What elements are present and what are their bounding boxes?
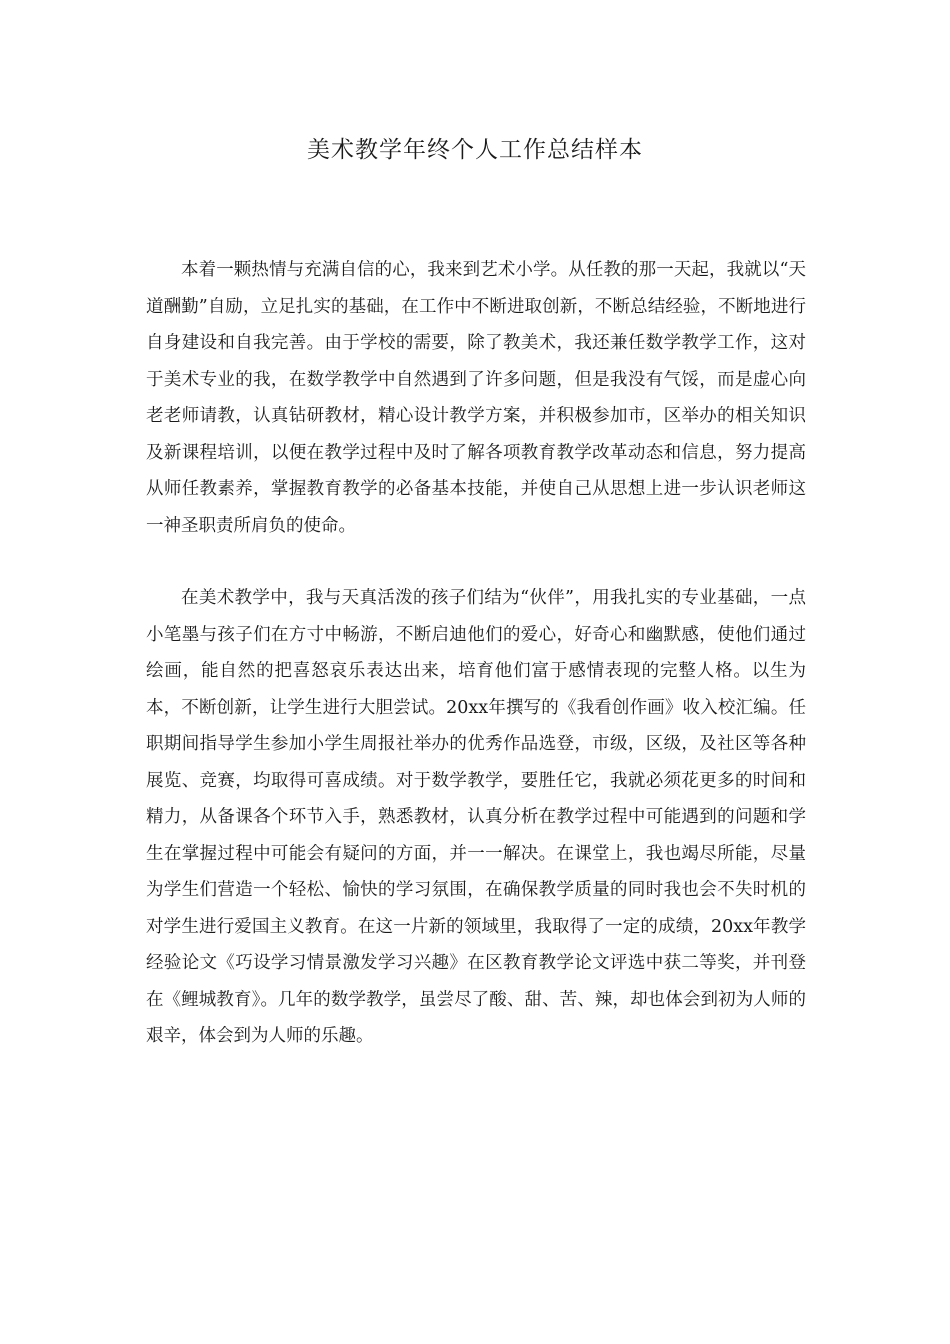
document-body (146, 252, 806, 1055)
paragraph-2: 在美术教学中，我与天真活泼的孩子们结为“伙伴”，用我扎实的专业基础，一点小笔墨与孩子们在方寸中畅游，不断启迪他们的爱心，好奇心和幽默感，使他们通过绘画，能自然的把喜怒哀乐表达出来，培育他们富于感情表现的完整人格。以生为本，不断创新，让学生进行大胆尝试。20xx年撰写的《我看创作画》收入校汇编。任职期间指导学生参加小学生周报社举办的优秀作品选登，市级，区级，及社区等各种展览、竞赛，均取得可喜成绩。对于数学教学，要胜任它，我就必须花更多的时间和精力，从备课各个环节入手，熟悉教材，认真分析在教学过程中可能遇到的问题和学生在掌握过程中可能会有疑问的方面，并一一解决。在课堂上，我也竭尽所能，尽量为学生们营造一个轻松、愉快的学习氛围，在确保教学质量的同时我也会不失时机的对学生进行爱国主义教育。在这一片新的领域里，我取得了一定的成绩，20xx年教学经验论文《巧设学习情景激发学习兴趣》在区教育教学论文评选中获二等奖，并刊登在《鲤城教育》。几年的数学教学，虽尝尽了酸、甜、苦、辣，却也体会到初为人师的艰辛，体会到为人师的乐趣。 (146, 588, 806, 1046)
document-title: 美术教学年终个人工作总结样本 (307, 137, 643, 163)
paragraph-1: 本着一颗热情与充满自信的心，我来到艺术小学。从任教的那一天起，我就以“天道酬勤”自励，立足扎实的基础，在工作中不断进取创新，不断总结经验，不断地进行自身建设和自我完善。由于学校的需要，除了教美术，我还兼任数学教学工作，这对于美术专业的我，在数学教学中自然遇到了许多问题，但是我没有气馁，而是虚心向老老师请教，认真钻研教材，精心设计教学方案，并积极参加市，区举办的相关知识及新课程培训，以便在教学过程中及时了解各项教育教学改革动态和信息，努力提高从师任教素养，掌握教育教学的必备基本技能，并使自己从思想上进一步认识老师这一神圣职责所肩负的使命。 (146, 260, 806, 536)
